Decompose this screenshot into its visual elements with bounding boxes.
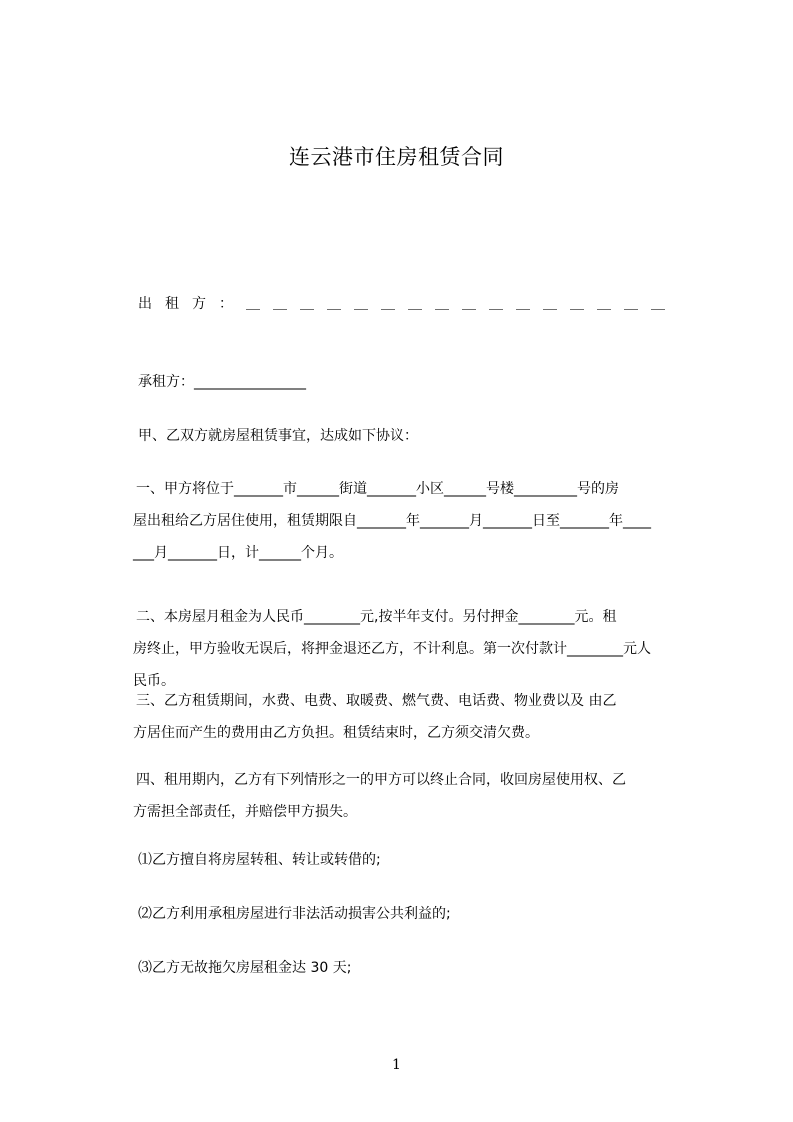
clause-3: [133, 685, 704, 749]
clause-2-line: 房终止，甲方验收无误后，将押金退还乙方，不计利息。第一次付款计________元人: [133, 641, 651, 657]
lessor-line: 出租方：＿＿＿＿＿＿＿＿＿＿＿＿＿＿＿＿: [138, 296, 678, 312]
clause-1: [133, 473, 704, 569]
lessee-line: 承租方：________________: [138, 374, 306, 390]
document-title: 连云港市住房租赁合同: [289, 145, 504, 169]
intro-paragraph: 甲、乙双方就房屋租赁事宜，达成如下协议：: [138, 428, 418, 444]
clause-1-line: ___月_______日，计______个月。: [133, 545, 343, 561]
list-item: ⑶乙方无故拖欠房屋租金达 30 天;: [138, 960, 352, 976]
clause-1-line: 一、甲方将位于_______市______街道_______小区______号楼_________号的房: [136, 481, 619, 497]
clause-4-line: 方需担全部责任，并赔偿甲方损失。: [133, 804, 357, 820]
list-item: ⑵乙方利用承租房屋进行非法活动损害公共利益的;: [138, 906, 451, 922]
clause-4-line: 四、租用期内，乙方有下列情形之一的甲方可以终止合同，收回房屋使用权、乙: [136, 772, 626, 788]
clause-2-line: 民币。: [133, 673, 175, 689]
clause-2-line: 二、本房屋月租金为人民币________元,按半年支付。另付押金________元。租: [136, 609, 617, 625]
clause-4: [133, 764, 704, 828]
clause-2: [133, 601, 704, 697]
clause-3-line: 三、乙方租赁期间，水费、电费、取暖费、燃气费、电话费、物业费以及 由乙: [136, 693, 617, 709]
page-number: 1: [392, 1057, 401, 1073]
clause-3-line: 方居住而产生的费用由乙方负担。租赁结束时，乙方须交清欠费。: [133, 725, 539, 741]
list-item: ⑴乙方擅自将房屋转租、转让或转借的;: [138, 852, 381, 868]
clause-1-line: 屋出租给乙方居住使用，租赁期限自_______年_______月_______日至_______年____: [133, 513, 651, 529]
